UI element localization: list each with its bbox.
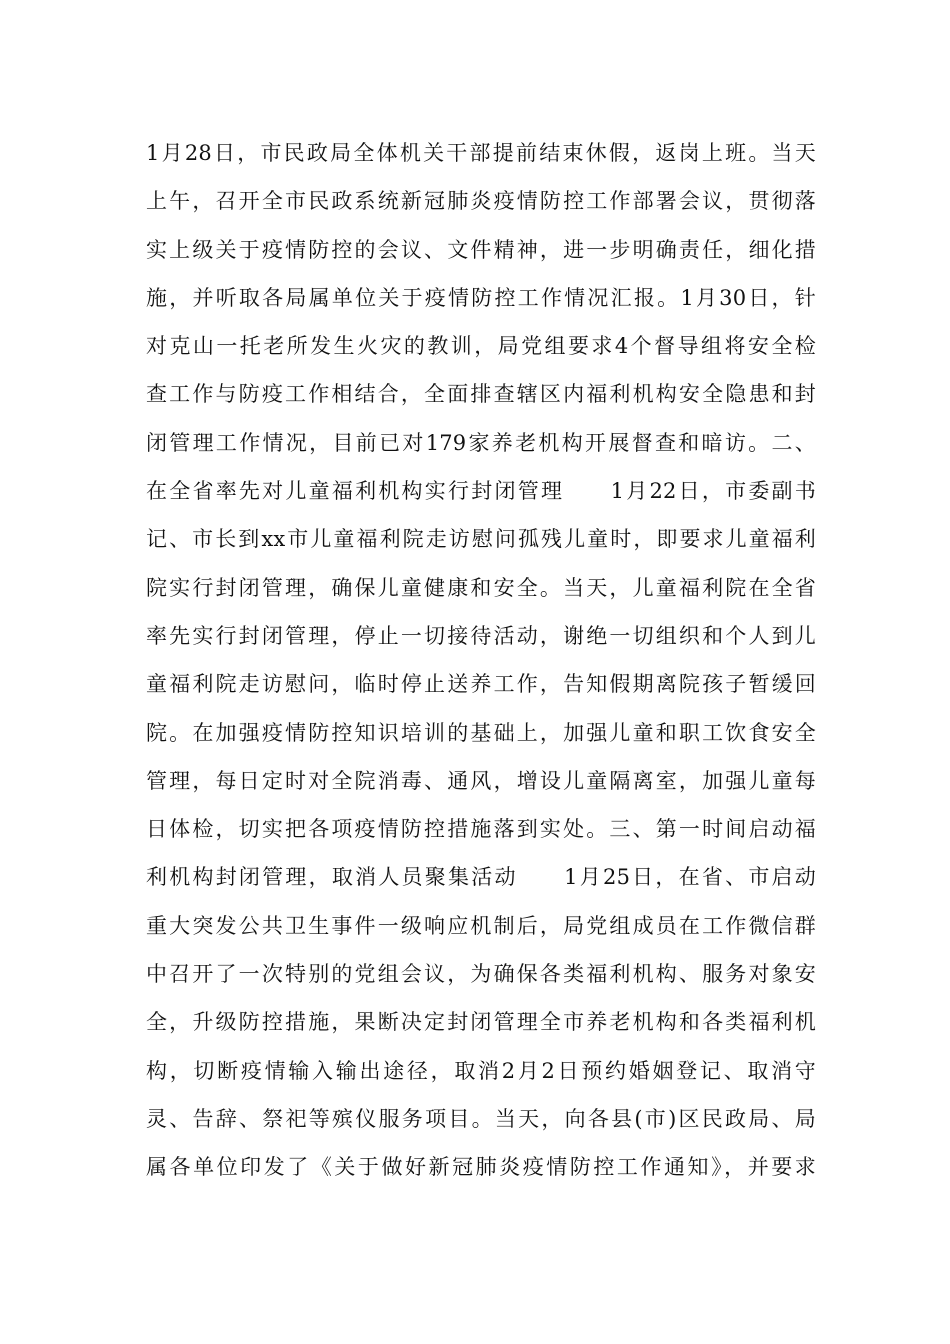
text-line: 管理，每日定时对全院消毒、通风，增设儿童隔离室，加强儿童每 xyxy=(146,768,816,793)
text-line: 对克山一托老所发生火灾的教训，局党组要求4个督导组将安全检 xyxy=(146,334,816,359)
body-text xyxy=(146,129,816,1192)
text-line: 日体检，切实把各项疫情防控措施落到实处。三、第一时间启动福 xyxy=(146,817,816,842)
text-line: 利机构封闭管理，取消人员聚集活动 1月25日，在省、市启动 xyxy=(146,865,816,890)
text-line: 全，升级防控措施，果断决定封闭管理全市养老机构和各类福利机 xyxy=(146,1010,816,1035)
text-line: 重大突发公共卫生事件一级响应机制后，局党组成员在工作微信群 xyxy=(146,913,816,938)
text-line: 在全省率先对儿童福利机构实行封闭管理 1月22日，市委副书 xyxy=(146,479,816,504)
text-line: 上午，召开全市民政系统新冠肺炎疫情防控工作部署会议，贯彻落 xyxy=(146,189,816,214)
text-line: 1月28日，市民政局全体机关干部提前结束休假，返岗上班。当天 xyxy=(146,141,816,165)
text-line: 查工作与防疫工作相结合，全面排查辖区内福利机构安全隐患和封 xyxy=(146,382,816,407)
text-line: 院。在加强疫情防控知识培训的基础上，加强儿童和职工饮食安全 xyxy=(146,720,816,745)
text-line: 中召开了一次特别的党组会议，为确保各类福利机构、服务对象安 xyxy=(146,962,816,987)
text-line: 实上级关于疫情防控的会议、文件精神，进一步明确责任，细化措 xyxy=(146,237,816,262)
text-line: 灵、告辞、祭祀等殡仪服务项目。当天，向各县(市)区民政局、局 xyxy=(146,1106,816,1131)
text-line: 率先实行封闭管理，停止一切接待活动，谢绝一切组织和个人到儿 xyxy=(146,623,816,648)
text-line: 构，切断疫情输入输出途径，取消2月2日预约婚姻登记、取消守 xyxy=(146,1058,816,1083)
text-line: 院实行封闭管理，确保儿童健康和安全。当天，儿童福利院在全省 xyxy=(146,575,816,600)
text-line: 童福利院走访慰问，临时停止送养工作，告知假期离院孩子暂缓回 xyxy=(146,672,816,697)
text-line: 施，并听取各局属单位关于疫情防控工作情况汇报。1月30日，针 xyxy=(146,285,816,310)
text-line: 闭管理工作情况，目前已对179家养老机构开展督查和暗访。二、 xyxy=(146,430,816,455)
text-line: 记、市长到xx市儿童福利院走访慰问孤残儿童时，即要求儿童福利 xyxy=(146,527,816,552)
text-line: 属各单位印发了《关于做好新冠肺炎疫情防控工作通知》，并要求 xyxy=(146,1155,816,1180)
